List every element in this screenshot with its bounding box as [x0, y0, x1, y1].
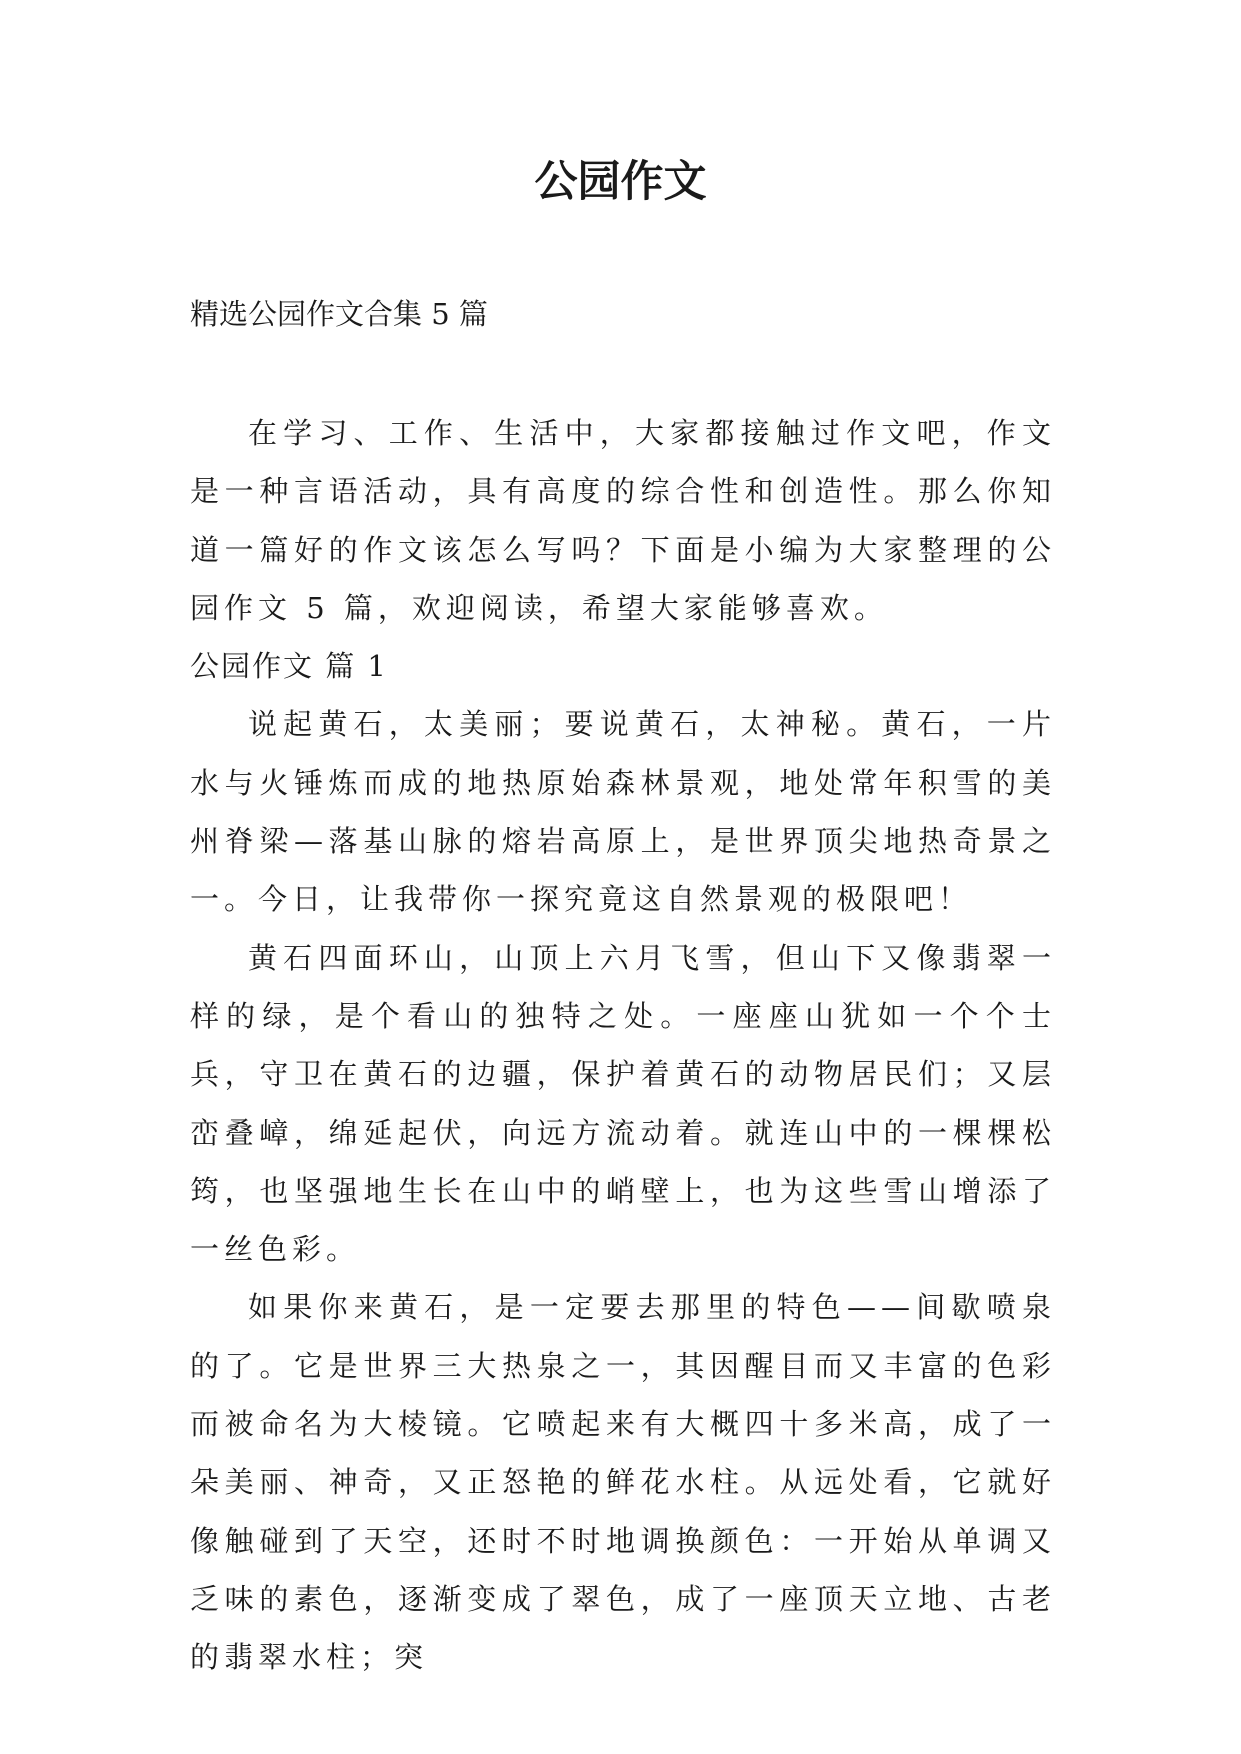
- section-heading: 公园作文 篇 1: [190, 649, 388, 684]
- body-paragraph: 说起黄石，太美丽；要说黄石，太神秘。黄石，一片水与火锤炼而成的地热原始森林景观，地处常年积雪的美州脊梁—落基山脉的熔岩高原上，是世界顶尖地热奇景之一。今日，让我带你一探究竟这自然景观的极限吧！: [190, 707, 1056, 917]
- document-subtitle: 精选公园作文合集 5 篇: [190, 297, 488, 331]
- document-body: [190, 404, 1056, 1687]
- document-title: 公园作文: [534, 157, 707, 207]
- body-paragraph: 黄石四面环山，山顶上六月飞雪，但山下又像翡翠一样的绿，是个看山的独特之处。一座座山犹如一个个士兵，守卫在黄石的边疆，保护着黄石的动物居民们；又层峦叠嶂，绵延起伏，向远方流动着。就连山中的一棵棵松筠，也坚强地生长在山中的峭壁上，也为这些雪山增添了一丝色彩。: [190, 940, 1056, 1267]
- intro-paragraph: 在学习、工作、生活中，大家都接触过作文吧，作文是一种言语活动，具有高度的综合性和创造性。那么你知道一篇好的作文该怎么写吗？下面是小编为大家整理的公园作文 5 篇，欢迎阅读，希望大家能够喜欢。: [190, 416, 1056, 625]
- body-paragraph: 如果你来黄石，是一定要去那里的特色——间歇喷泉的了。它是世界三大热泉之一，其因醒目而又丰富的色彩而被命名为大棱镜。它喷起来有大概四十多米高，成了一朵美丽、神奇，又正怒艳的鲜花水柱。从远处看，它就好像触碰到了天空，还时不时地调换颜色：一开始从单调又乏味的素色，逐渐变成了翠色，成了一座顶天立地、古老的翡翠水柱；突: [190, 1290, 1056, 1675]
